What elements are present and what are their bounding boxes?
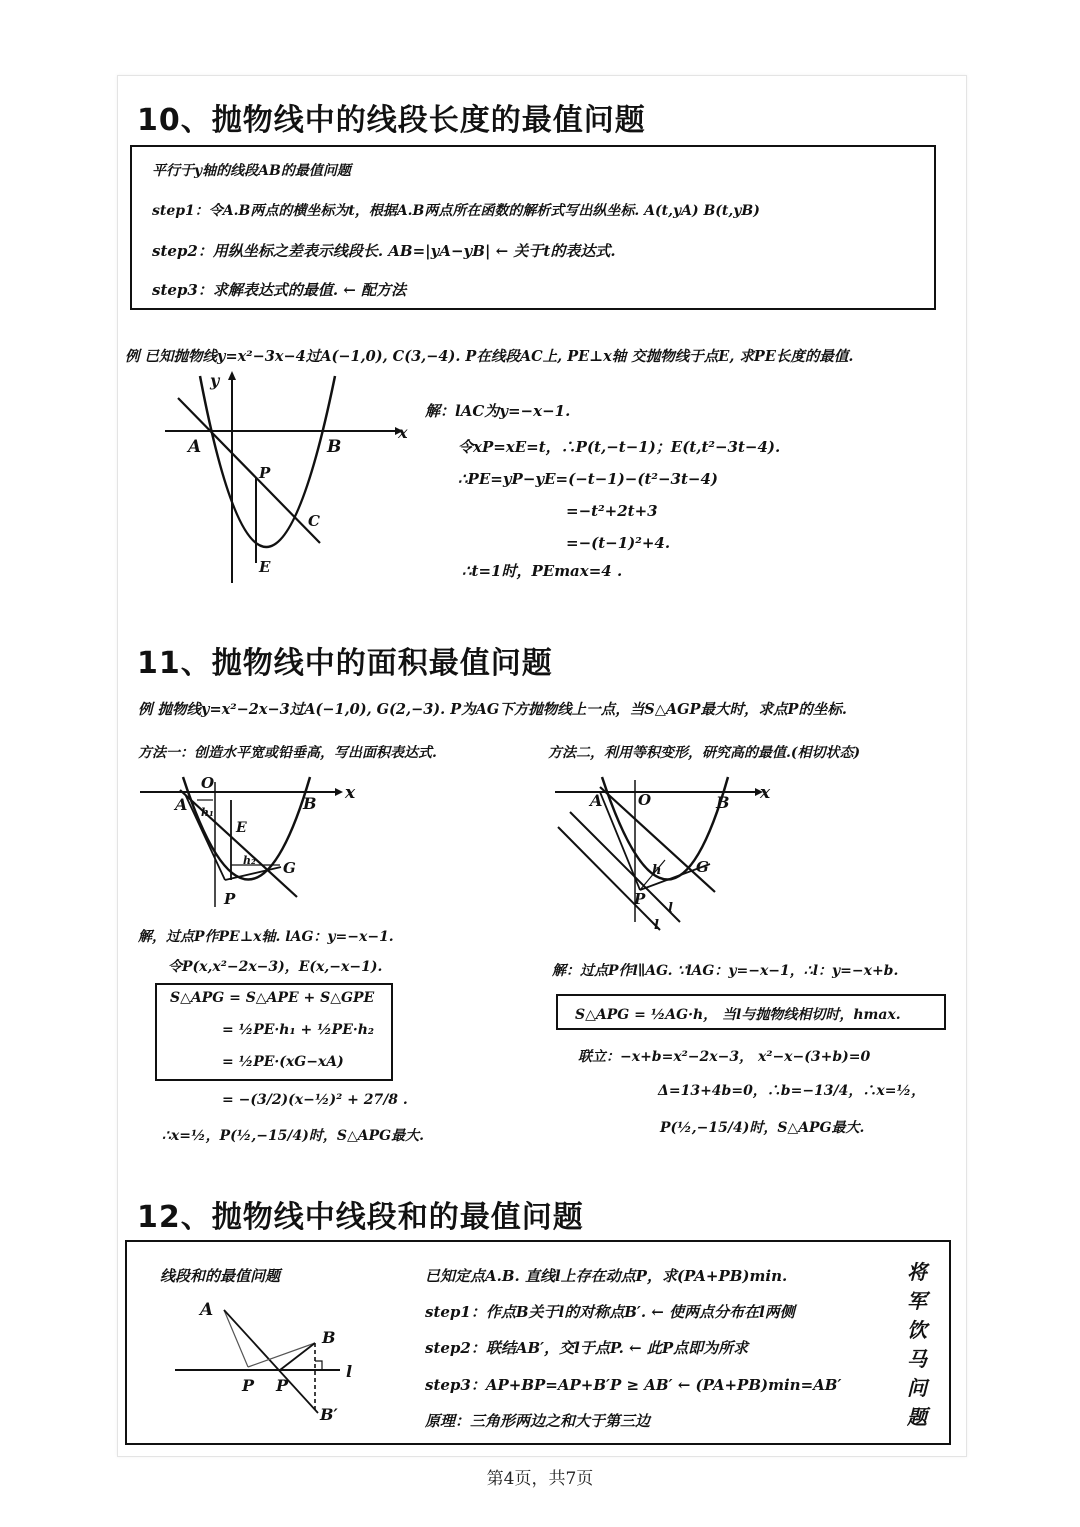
step2-text: step2：用纵坐标之差表示线段长. AB=|yA−yB| ← 关于t的表达式. <box>152 242 616 260</box>
m2-after-line-1: 联立：−x+b=x²−2x−3， x²−x−(3+b)=0 <box>578 1049 871 1065</box>
g1-origin-label: O <box>201 774 215 792</box>
point-e-label: E <box>259 558 271 576</box>
m2-sol-line: 解：过点P作l∥AG. ∵lAG：y=−x−1，∴l：y=−x+b. <box>552 963 899 979</box>
g1-point-p: P <box>224 890 236 908</box>
g12-point-p1: P <box>242 1376 255 1395</box>
g1-point-g: G <box>283 859 296 877</box>
parabola-graph-10 <box>160 368 410 593</box>
section-12-heading: 12、抛物线中线段和的最值问题 <box>137 1200 584 1235</box>
method1-title: 方法一：创造水平宽或铅垂高，写出面积表达式. <box>138 745 437 761</box>
g12-point-b-prime: B′ <box>320 1405 338 1424</box>
m2-after-line-3: P(½,−15/4)时，S△APG最大. <box>660 1120 865 1136</box>
box12-principle: 原理：三角形两边之和大于第三边 <box>425 1412 651 1430</box>
parabola-graph-11b <box>550 772 780 932</box>
g12-line-l: l <box>346 1362 353 1381</box>
method2-title: 方法二，利用等积变形，研究高的最值.(相切状态) <box>548 745 861 761</box>
example-10-text: 例 已知抛物线y=x²−3x−4过A(−1,0), C(3,−4). P在线段AC上, PE⊥x轴 交抛物线于点E, 求PE长度的最值. <box>125 348 854 365</box>
shortest-path-graph <box>170 1295 370 1425</box>
m1-sol-line-1: 解，过点P作PE⊥x轴. lAG：y=−x−1. <box>138 929 394 945</box>
point-c-label: C <box>308 512 320 530</box>
g1-point-a: A <box>175 795 188 814</box>
g2-point-g: G <box>696 858 709 876</box>
sol10-line-2: 令xP=xE=t，∴P(t,−t−1)；E(t,t²−3t−4). <box>458 438 781 456</box>
parabola-graph-11a <box>135 772 370 912</box>
m2-box-line: S△APG = ½AG·h， 当l与抛物线相切时，hmax. <box>575 1007 901 1023</box>
box12-intro: 已知定点A.B. 直线l上存在动点P，求(PA+PB)min. <box>425 1267 788 1285</box>
g1-h1-label: h₁ <box>201 806 214 819</box>
g1-point-e: E <box>236 820 247 836</box>
side-vertical-title: 将军饮马问题 <box>907 1260 927 1429</box>
m1-box-line-3: = ½PE·(xG−xA) <box>222 1054 344 1070</box>
g2-x-label: x <box>760 783 771 803</box>
step1-text: step1：令A.B两点的横坐标为t，根据A.B两点所在函数的解析式写出纵坐标. A(t,yA) B(t,yB) <box>152 203 760 219</box>
g2-origin-label: O <box>638 791 652 809</box>
section-10-heading: 10、抛物线中的线段长度的最值问题 <box>137 103 646 138</box>
example-11-text: 例 抛物线y=x²−2x−3过A(−1,0), G(2,−3). P为AG下方抛物线上一点，当S△AGP最大时，求点P的坐标. <box>138 701 847 718</box>
g2-point-a: A <box>590 791 603 810</box>
m2-after-line-2: Δ=13+4b=0，∴b=−13/4，∴x=½， <box>658 1083 926 1099</box>
sol10-line-1: 解：lAC为y=−x−1. <box>425 402 571 420</box>
point-p-label: P <box>259 464 271 482</box>
g1-h2-label: h₂ <box>243 854 256 867</box>
sol10-line-6: ∴t=1时，PEmax=4 . <box>462 562 623 580</box>
sol10-line-4: =−t²+2t+3 <box>566 502 658 520</box>
box12-step2: step2：联结AB′，交l于点P. ← 此P点即为所求 <box>425 1339 749 1357</box>
section-11-heading: 11、抛物线中的面积最值问题 <box>137 646 553 681</box>
g12-point-a: A <box>200 1300 214 1320</box>
m1-after-line-2: ∴x=½，P(½,−15/4)时，S△APG最大. <box>162 1128 425 1144</box>
m1-box-line-2: = ½PE·h₁ + ½PE·h₂ <box>222 1022 375 1038</box>
g2-l2-label: l <box>654 918 659 932</box>
g12-point-b: B <box>322 1328 336 1347</box>
g2-l1-label: l <box>668 901 673 916</box>
g1-point-b: B <box>303 794 317 813</box>
g1-x-label: x <box>345 783 356 803</box>
m1-after-line-1: = −(3/2)(x−½)² + 27/8 . <box>222 1092 408 1108</box>
step3-text: step3：求解表达式的最值. ← 配方法 <box>152 281 407 299</box>
g2-h-label: h <box>652 863 662 878</box>
box-title: 平行于y轴的线段AB的最值问题 <box>152 163 351 179</box>
g2-point-p: P <box>634 890 646 908</box>
box12-step3: step3：AP+BP=AP+B′P ≥ AB′ ← (PA+PB)min=AB′ <box>425 1376 842 1394</box>
box12-step1: step1：作点B关于l的对称点B′. ← 使两点分布在l两侧 <box>425 1303 795 1321</box>
y-axis-label: y <box>210 371 220 390</box>
page-footer: 第4页，共7页 <box>486 1469 594 1489</box>
point-b-label: B <box>327 437 342 457</box>
m1-sol-line-2: 令P(x,x²−2x−3)，E(x,−x−1). <box>168 959 383 975</box>
sol10-line-3: ∴PE=yP−yE=(−t−1)−(t²−3t−4) <box>458 470 719 488</box>
g2-point-b: B <box>716 793 730 812</box>
point-a-label: A <box>188 437 202 457</box>
sol10-line-5: =−(t−1)²+4. <box>566 534 671 552</box>
m1-box-line-1: S△APG = S△APE + S△GPE <box>170 990 375 1006</box>
box12-title: 线段和的最值问题 <box>160 1267 281 1285</box>
g12-point-p2: P <box>276 1376 289 1395</box>
x-axis-label: x <box>398 423 408 442</box>
